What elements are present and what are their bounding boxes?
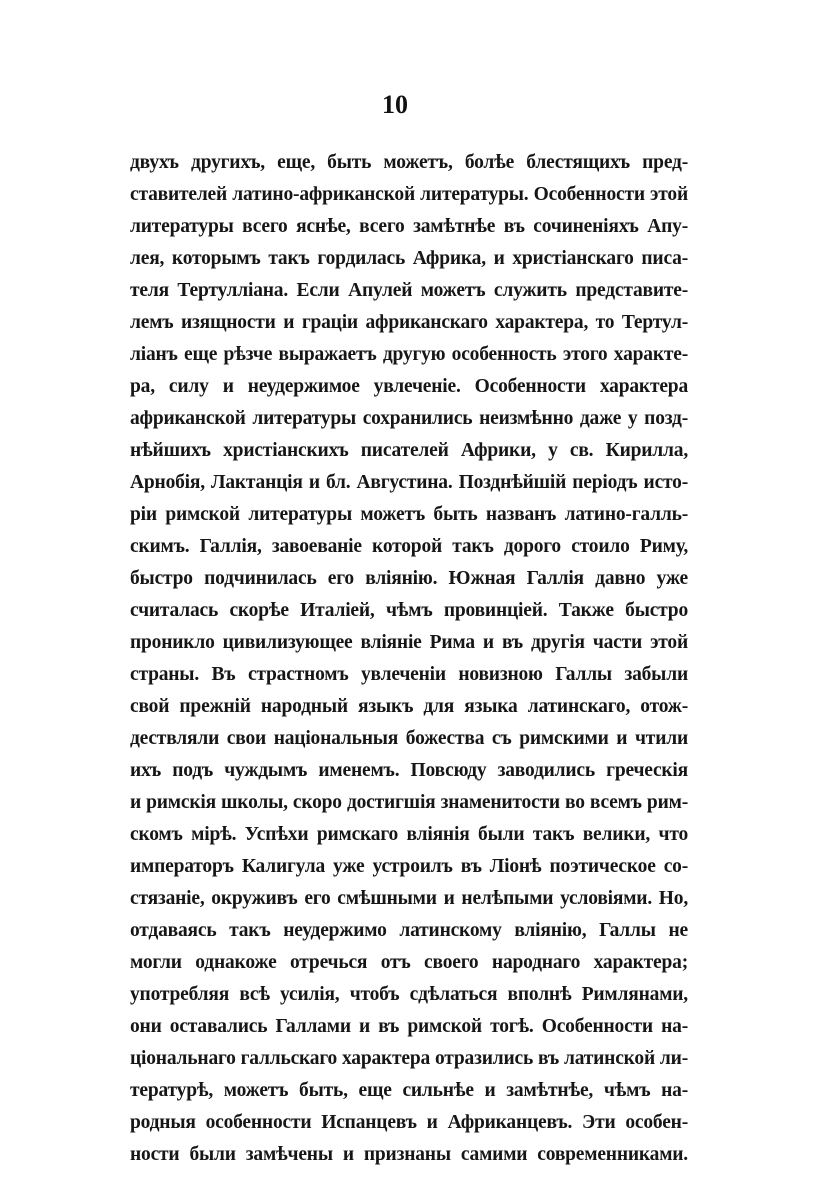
text-line: Арнобія, Лактанція и бл. Августина. Позднѣйшій періодъ исто- (130, 472, 688, 493)
text-line: ціональнаго галльскаго характера отразились въ латинской ли- (130, 1048, 688, 1069)
text-line: лея, которымъ такъ гордилась Африка, и христіанскаго писа- (130, 248, 688, 269)
text-line: отдаваясь такъ неудержимо латинскому вліянію, Галлы не (130, 920, 688, 941)
text-line: родныя особенности Испанцевъ и Африканцевъ. Эти особен- (130, 1112, 688, 1133)
text-line: нѣйшихъ христіанскихъ писателей Африки, у св. Кирилла, (130, 440, 688, 461)
text-line: лемъ изящности и граціи африканскаго характера, то Тертул- (130, 312, 688, 333)
text-line: считалась скорѣе Италіей, чѣмъ провинціей. Также быстро (130, 600, 688, 621)
text-line: скимъ. Галлія, завоеваніе которой такъ дорого стоило Риму, (130, 536, 688, 557)
page-number: 10 (382, 90, 408, 119)
text-line: и римскія школы, скоро достигшія знаменитости во всемъ рим- (130, 792, 688, 813)
text-line: проникло цивилизующее вліяніе Рима и въ другія части этой (130, 632, 688, 653)
text-line: стязаніе, окруживъ его смѣшными и нелѣпыми условіями. Но, (130, 888, 688, 909)
text-line: двухъ другихъ, еще, быть можетъ, болѣе блестящихъ пред- (130, 152, 688, 173)
body-text (130, 147, 688, 1171)
text-line: скомъ мірѣ. Успѣхи римскаго вліянія были такъ велики, что (130, 824, 688, 845)
text-line: императоръ Калигула уже устроилъ въ Ліонѣ поэтическое со- (130, 856, 688, 877)
text-line: теля Тертулліана. Если Апулей можетъ служить представите- (130, 280, 688, 301)
text-line: ліанъ еще рѣзче выражаетъ другую особенность этого характе- (130, 344, 688, 365)
text-line: употребляя всѣ усилія, чтобъ сдѣлаться вполнѣ Римлянами, (130, 984, 688, 1005)
text-line: ности были замѣчены и признаны самими современниками. (130, 1144, 688, 1165)
text-line: тературѣ, можетъ быть, еще сильнѣе и замѣтнѣе, чѣмъ на- (130, 1080, 688, 1101)
text-line: быстро подчинилась его вліянію. Южная Галлія давно уже (130, 568, 688, 589)
text-line: литературы всего яснѣе, всего замѣтнѣе въ сочиненіяхъ Апу- (130, 216, 688, 237)
text-line: африканской литературы сохранились неизмѣнно даже у позд- (130, 408, 688, 429)
text-line: они оставались Галлами и въ римской тогѣ. Особенности на- (130, 1016, 688, 1037)
text-line: ріи римской литературы можетъ быть названъ латино-галль- (130, 504, 688, 525)
text-line: ихъ подъ чуждымъ именемъ. Повсюду заводились греческія (130, 760, 688, 781)
text-line: свой прежній народный языкъ для языка латинскаго, отож- (130, 696, 688, 717)
text-line: дествляли свои національныя божества съ римскими и чтили (130, 728, 688, 749)
text-line: могли однакоже отречься отъ своего народнаго характера; (130, 952, 688, 973)
text-line: ра, силу и неудержимое увлеченіе. Особенности характера (130, 376, 688, 397)
text-line: ставителей латино-африканской литературы. Особенности этой (130, 184, 688, 205)
text-line: страны. Въ страстномъ увлеченіи новизною Галлы забыли (130, 664, 688, 685)
